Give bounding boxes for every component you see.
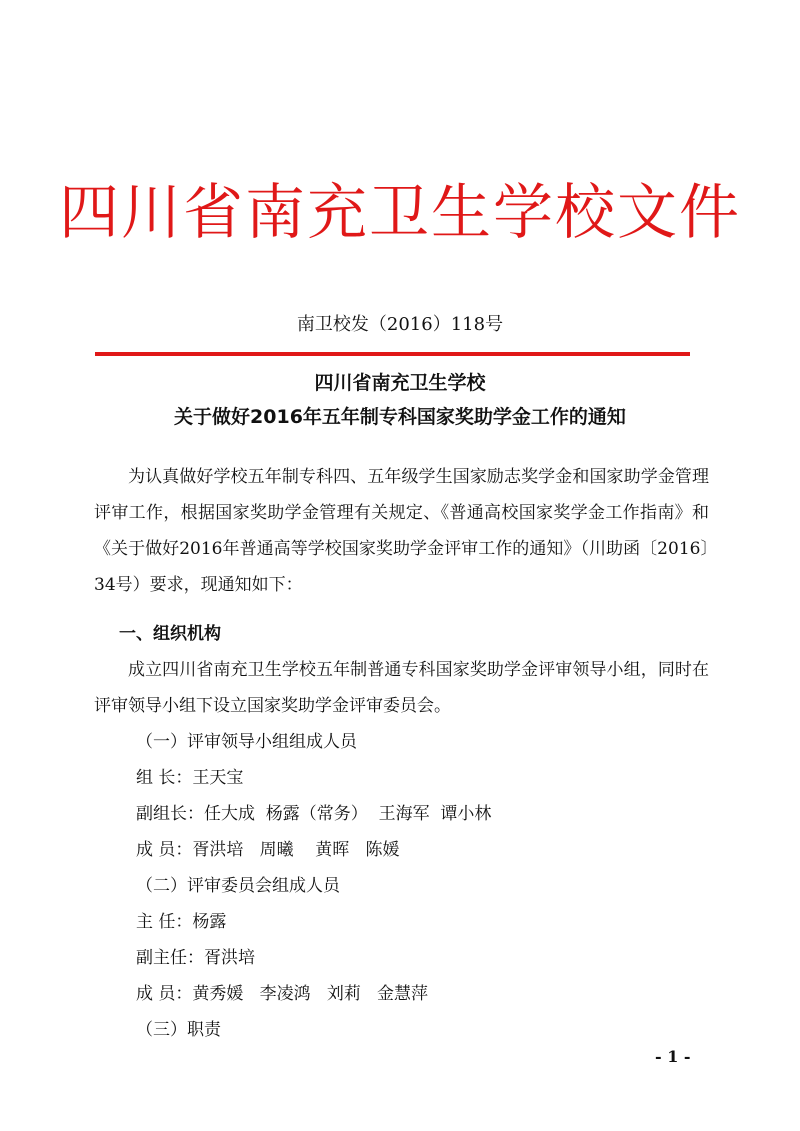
intro-paragraph: 为认真做好学校五年制专科四、五年级学生国家励志奖学金和国家助学金管理评审工作，根据国家奖助学金管理有关规定、《普通高校国家奖学金工作指南》和《关于做好2016年普通高等学校国家奖助学金评审工作的通知》（川助函〔2016〕34号）要求，现通知如下： — [94, 467, 709, 595]
group-members: 成 员：胥洪培 周曦 黄晖 陈媛 — [136, 840, 400, 860]
committee-vice-director: 副主任：胥洪培 — [136, 948, 255, 968]
document-number: 南卫校发（2016）118号 — [296, 314, 504, 335]
committee-director: 主 任：杨露 — [136, 912, 227, 932]
group-leader: 组 长：王天宝 — [136, 768, 244, 788]
intro-block — [94, 459, 709, 603]
document-header-title: 四川省南充卫生学校文件 — [59, 178, 741, 248]
group-deputy-leaders: 副组长：任大成 杨露（常务） 王海军 谭小林 — [136, 804, 492, 824]
page-number: - 1 - — [655, 1047, 691, 1066]
notice-title-line-1: 四川省南充卫生学校 — [314, 372, 486, 394]
subsection-leading-group: （一）评审领导小组组成人员 — [136, 732, 357, 752]
section-1-block — [94, 652, 709, 724]
subsection-duties: （三）职责 — [136, 1020, 221, 1040]
section-1-paragraph: 成立四川省南充卫生学校五年制普通专科国家奖助学金评审领导小组，同时在评审领导小组下设立国家奖助学金评审委员会。 — [94, 660, 709, 716]
section-1-title: 一、组织机构 — [119, 624, 221, 644]
committee-members: 成 员：黄秀媛 李凌鸿 刘莉 金慧萍 — [136, 984, 429, 1004]
notice-title-line-2: 关于做好2016年五年制专科国家奖助学金工作的通知 — [174, 406, 626, 428]
red-divider-line — [95, 352, 690, 356]
subsection-review-committee: （二）评审委员会组成人员 — [136, 876, 340, 896]
